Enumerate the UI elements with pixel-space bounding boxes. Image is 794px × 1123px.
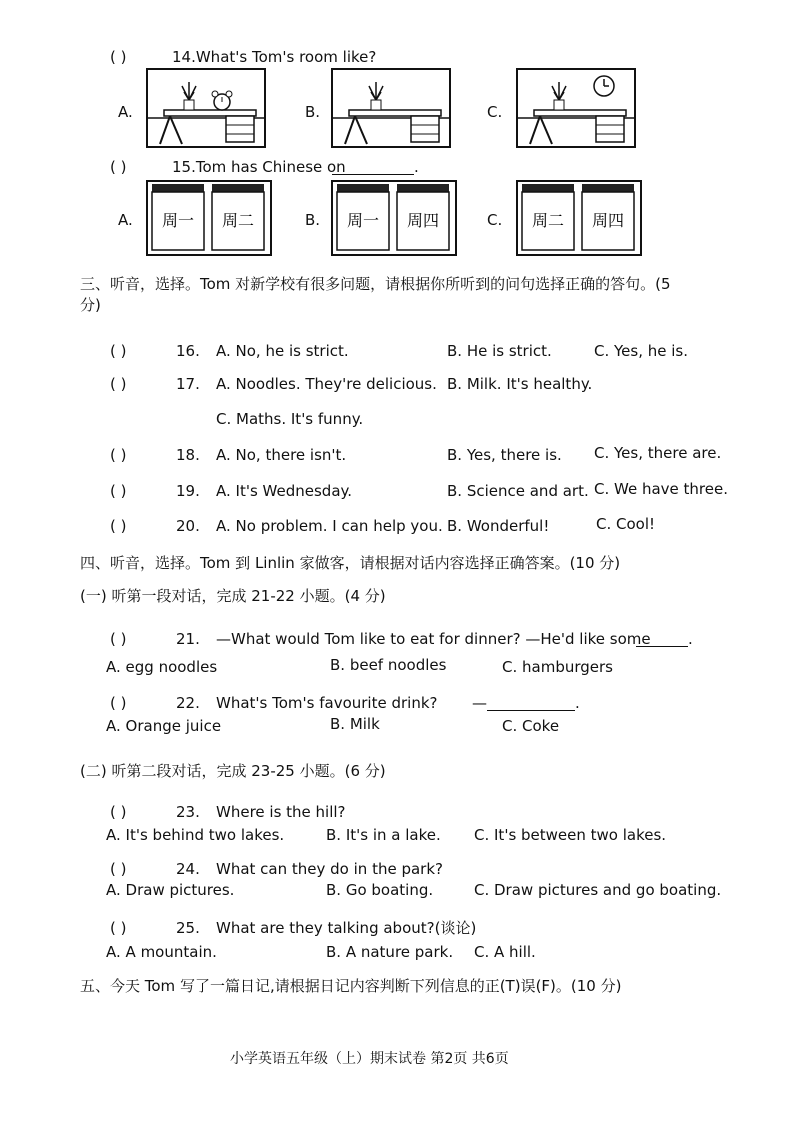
q22-option-a[interactable]: A. Orange juice — [106, 717, 222, 735]
q14-question: 14.What's Tom's room like? — [172, 48, 377, 66]
q16-option-b[interactable]: B. He is strict. — [447, 342, 552, 360]
q22-question: What's Tom's favourite drink? — [216, 694, 438, 712]
q25-number: 25. — [176, 919, 200, 937]
section5-heading: 五、今天 Tom 写了一篇日记,请根据日记内容判断下列信息的正(T)误(F)。(10 分) — [80, 977, 622, 995]
q23-paren[interactable]: ( ) — [110, 803, 127, 821]
q22-option-b[interactable]: B. Milk — [330, 715, 380, 733]
q14-option-a-label[interactable]: A. — [118, 103, 133, 121]
q14-option-b-label[interactable]: B. — [305, 103, 321, 121]
q20-number: 20. — [176, 517, 200, 535]
q24-question: What can they do in the park? — [216, 860, 443, 878]
q24-number: 24. — [176, 860, 200, 878]
q19-paren[interactable]: ( ) — [110, 482, 127, 500]
q25-question: What are they talking about?(谈论) — [216, 919, 477, 937]
q21-option-a[interactable]: A. egg noodles — [106, 658, 218, 676]
q17-paren[interactable]: ( ) — [110, 375, 127, 393]
q20-paren[interactable]: ( ) — [110, 517, 127, 535]
q21-answer-blank[interactable]: . — [636, 632, 693, 647]
section4-heading: 四、听音，选择。Tom 到 Linlin 家做客，请根据对话内容选择正确答案。(10 分) — [80, 554, 621, 572]
q22-paren[interactable]: ( ) — [110, 694, 127, 712]
q20-option-c[interactable]: C. Cool! — [596, 515, 656, 533]
q23-question: Where is the hill? — [216, 803, 346, 821]
q21-option-b[interactable]: B. beef noodles — [330, 656, 447, 674]
q19-option-b[interactable]: B. Science and art. — [447, 482, 589, 500]
q16-option-c[interactable]: C. Yes, he is. — [594, 342, 689, 360]
q15-answer-blank[interactable]: . — [332, 160, 419, 175]
q23-option-a[interactable]: A. It's behind two lakes. — [106, 826, 285, 844]
q24-option-a[interactable]: A. Draw pictures. — [106, 881, 235, 899]
q18-paren[interactable]: ( ) — [110, 446, 127, 464]
calendar-c-day1: 周二 — [531, 211, 565, 230]
calendar-a-day2: 周二 — [221, 211, 255, 230]
q25-option-c[interactable]: C. A hill. — [474, 943, 536, 961]
q24-option-c[interactable]: C. Draw pictures and go boating. — [474, 881, 722, 899]
section4-part1: (一) 听第一段对话，完成 21-22 小题。(4 分) — [80, 587, 386, 605]
q17-option-b[interactable]: B. Milk. It's healthy. — [447, 375, 593, 393]
q21-number: 21. — [176, 630, 200, 648]
calendar-b-day1: 周一 — [346, 211, 380, 230]
q20-option-a[interactable]: A. No problem. I can help you. — [216, 517, 443, 535]
q18-option-c[interactable]: C. Yes, there are. — [594, 444, 722, 462]
calendar-picture-c — [516, 180, 642, 256]
calendar-picture-a — [146, 180, 272, 256]
q17-number: 17. — [176, 375, 200, 393]
q20-option-b[interactable]: B. Wonderful! — [447, 517, 550, 535]
q19-option-c[interactable]: C. We have three. — [594, 480, 728, 498]
q22-answer-blank[interactable]: — . — [472, 694, 580, 712]
section3-heading: 三、听音，选择。Tom 对新学校有很多问题，请根据你所听到的问句选择正确的答句。(5 — [80, 275, 671, 293]
room-picture-b — [331, 68, 451, 148]
q25-option-b[interactable]: B. A nature park. — [326, 943, 454, 961]
room-picture-c — [516, 68, 636, 148]
q14-paren[interactable]: ( ) — [110, 48, 127, 66]
q15-question: 15.Tom has Chinese on — [172, 158, 346, 176]
q21-paren[interactable]: ( ) — [110, 630, 127, 648]
q14-option-c-label[interactable]: C. — [487, 103, 503, 121]
calendar-picture-b — [331, 180, 457, 256]
q24-option-b[interactable]: B. Go boating. — [326, 881, 434, 899]
q23-option-c[interactable]: C. It's between two lakes. — [474, 826, 667, 844]
q18-number: 18. — [176, 446, 200, 464]
q19-number: 19. — [176, 482, 200, 500]
q15-paren[interactable]: ( ) — [110, 158, 127, 176]
q25-option-a[interactable]: A. A mountain. — [106, 943, 217, 961]
calendar-a-day1: 周一 — [161, 211, 195, 230]
q21-option-c[interactable]: C. hamburgers — [502, 658, 613, 676]
q17-option-c[interactable]: C. Maths. It's funny. — [216, 410, 364, 428]
q18-option-b[interactable]: B. Yes, there is. — [447, 446, 562, 464]
section4-part2: (二) 听第二段对话，完成 23-25 小题。(6 分) — [80, 762, 386, 780]
q22-option-c[interactable]: C. Coke — [502, 717, 560, 735]
calendar-c-day2: 周四 — [591, 211, 625, 230]
q21-question: —What would Tom like to eat for dinner? —He'd like some — [216, 630, 651, 648]
q17-option-a[interactable]: A. Noodles. They're delicious. — [216, 375, 437, 393]
q15-option-b-label[interactable]: B. — [305, 211, 321, 229]
q22-number: 22. — [176, 694, 200, 712]
q23-option-b[interactable]: B. It's in a lake. — [326, 826, 441, 844]
q23-number: 23. — [176, 803, 200, 821]
q24-paren[interactable]: ( ) — [110, 860, 127, 878]
section3-heading-cont: 分) — [80, 296, 101, 314]
q16-number: 16. — [176, 342, 200, 360]
q15-option-a-label[interactable]: A. — [118, 211, 133, 229]
room-picture-a — [146, 68, 266, 148]
q19-option-a[interactable]: A. It's Wednesday. — [216, 482, 353, 500]
calendar-b-day2: 周四 — [406, 211, 440, 230]
q25-paren[interactable]: ( ) — [110, 919, 127, 937]
q15-option-c-label[interactable]: C. — [487, 211, 503, 229]
page-footer: 小学英语五年级（上）期末试卷 第2页 共6页 — [230, 1051, 509, 1067]
q16-option-a[interactable]: A. No, he is strict. — [216, 342, 349, 360]
q18-option-a[interactable]: A. No, there isn't. — [216, 446, 347, 464]
q16-paren[interactable]: ( ) — [110, 342, 127, 360]
